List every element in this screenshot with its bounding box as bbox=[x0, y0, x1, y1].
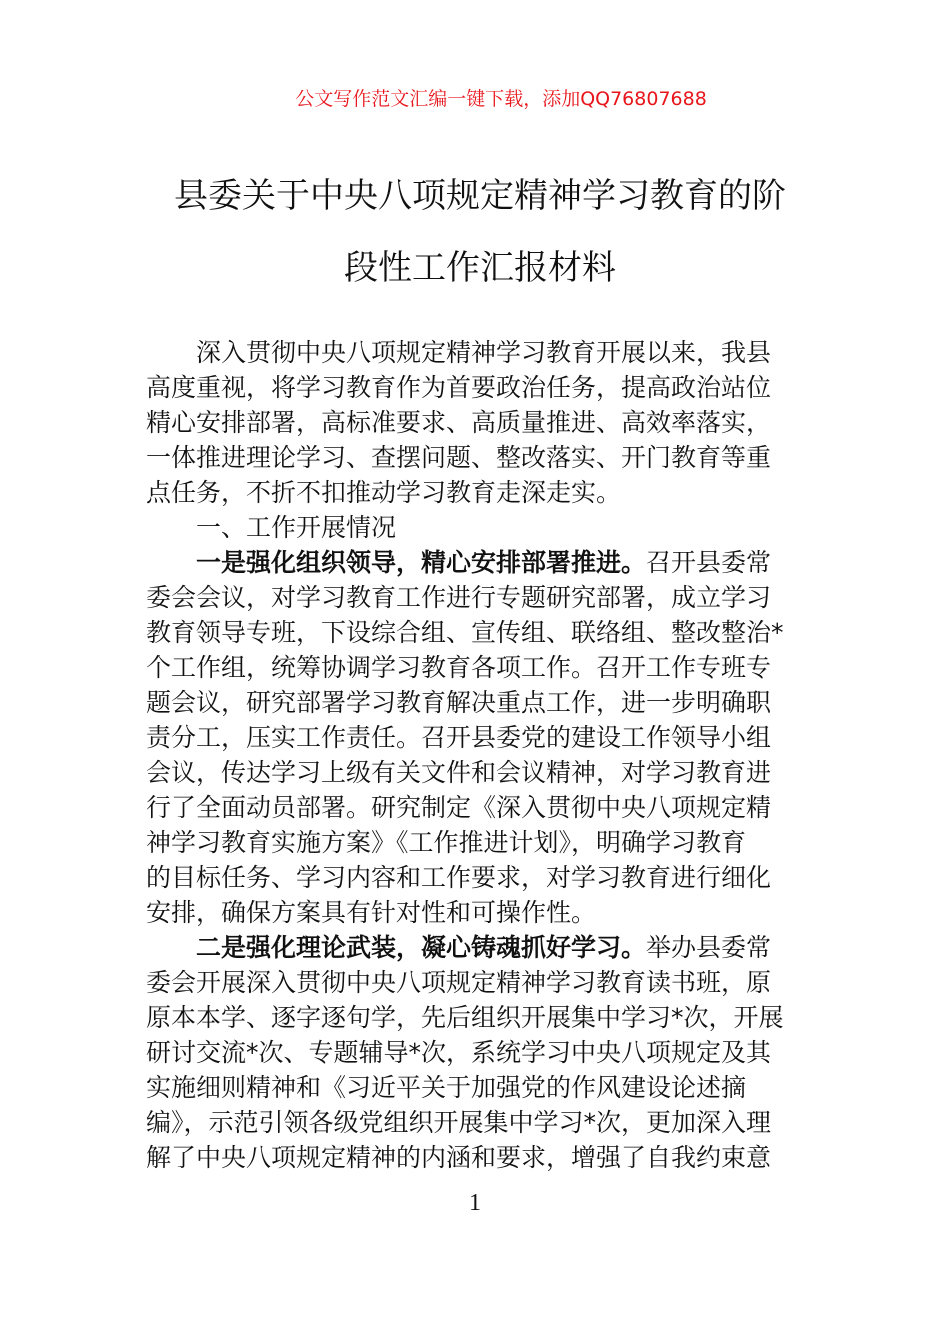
para1-bold-lead: 一是强化组织领导，精心安排部署推进。 bbox=[196, 548, 647, 577]
section-heading: 一、工作开展情况 bbox=[196, 513, 397, 542]
para1-line: 会议，传达学习上级有关文件和会议精神，对学习教育进 bbox=[146, 758, 772, 787]
intro-line: 一体推进理论学习、查摆问题、整改落实、开门教育等重 bbox=[146, 443, 772, 472]
para2-first-line bbox=[196, 931, 806, 965]
para1-line: 安排，确保方案具有针对性和可操作性。 bbox=[146, 898, 597, 927]
para1-line: 题会议，研究部署学习教育解决重点工作，进一步明确职 bbox=[146, 688, 772, 717]
para2-line: 解了中央八项规定精神的内涵和要求，增强了自我约束意 bbox=[146, 1143, 772, 1172]
page-number: 1 bbox=[469, 1190, 481, 1216]
para2-line: 研讨交流*次、专题辅导*次，系统学习中央八项规定及其 bbox=[146, 1038, 772, 1067]
para2-bold-lead: 二是强化理论武装，凝心铸魂抓好学习。 bbox=[196, 933, 647, 962]
para1-first-line bbox=[196, 546, 806, 580]
para1-line: 委会会议，对学习教育工作进行专题研究部署，成立学习 bbox=[146, 583, 772, 612]
para1-line: 神学习教育实施方案》《工作推进计划》，明确学习教育 bbox=[146, 828, 747, 857]
para1-line: 教育领导专班，下设综合组、宣传组、联络组、整改整治* bbox=[146, 618, 784, 647]
para1-line: 行了全面动员部署。研究制定《深入贯彻中央八项规定精 bbox=[146, 793, 772, 822]
para1-lead-rest: 召开县委常 bbox=[646, 548, 772, 577]
download-notice: 公文写作范文汇编一键下载，添加QQ76807688 bbox=[295, 88, 707, 110]
para1-line: 个工作组，统筹协调学习教育各项工作。召开工作专班专 bbox=[146, 653, 772, 682]
para2-line: 编》，示范引领各级党组织开展集中学习*次，更加深入理 bbox=[146, 1108, 772, 1137]
intro-line: 深入贯彻中央八项规定精神学习教育开展以来，我县 bbox=[196, 338, 772, 367]
intro-line: 精心安排部署，高标准要求、高质量推进、高效率落实， bbox=[146, 408, 772, 437]
para2-line: 原本本学、逐字逐句学，先后组织开展集中学习*次，开展 bbox=[146, 1003, 784, 1032]
intro-line: 高度重视，将学习教育作为首要政治任务，提高政治站位 bbox=[146, 373, 772, 402]
para1-line: 责分工，压实工作责任。召开县委党的建设工作领导小组 bbox=[146, 723, 772, 752]
para1-line: 的目标任务、学习内容和工作要求，对学习教育进行细化 bbox=[146, 863, 772, 892]
para2-line: 委会开展深入贯彻中央八项规定精神学习教育读书班，原 bbox=[146, 968, 772, 997]
para2-line: 实施细则精神和《习近平关于加强党的作风建设论述摘 bbox=[146, 1073, 747, 1102]
document-title-line-1: 县委关于中央八项规定精神学习教育的阶 bbox=[174, 176, 786, 216]
document-title-line-2: 段性工作汇报材料 bbox=[344, 248, 616, 288]
intro-line: 点任务，不折不扣推动学习教育走深走实。 bbox=[146, 478, 622, 507]
para2-lead-rest: 举办县委常 bbox=[646, 933, 772, 962]
